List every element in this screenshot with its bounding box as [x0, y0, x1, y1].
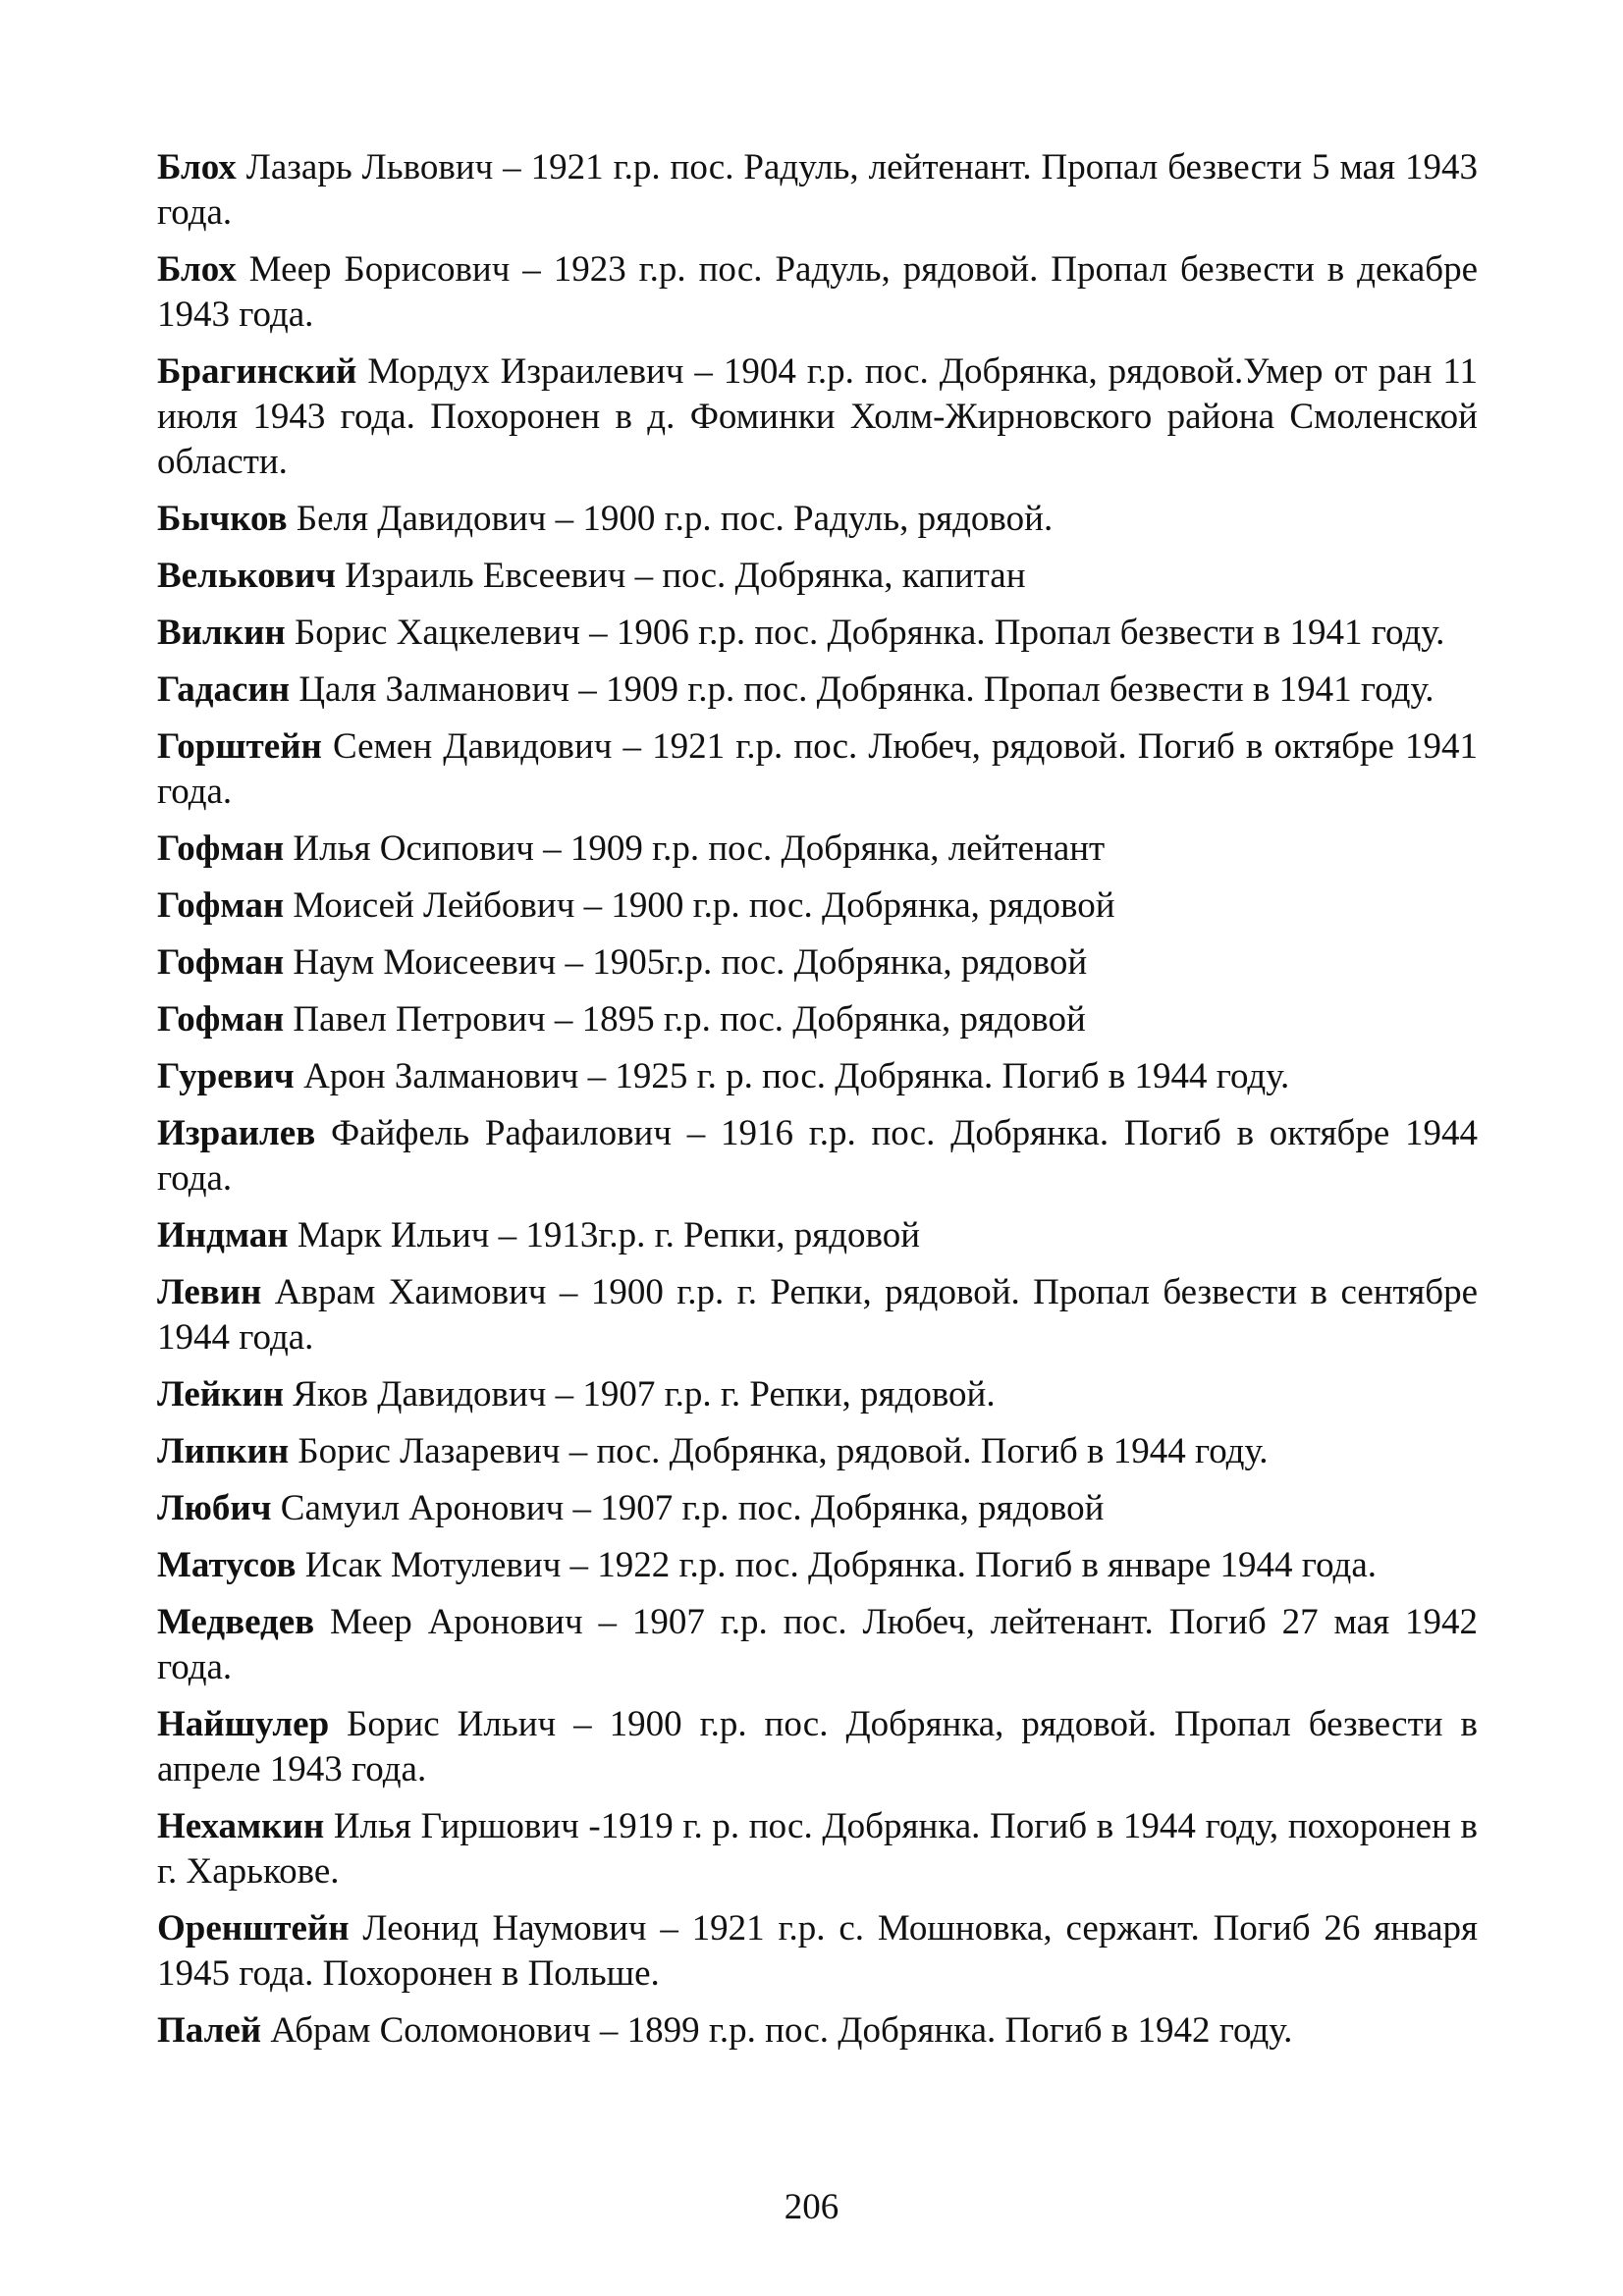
entry-text: Леонид Наумович – 1921 г.р. с. Мошновка, сержант. Погиб 26 января 1945 года. Похоронен в Польше.	[157, 1908, 1479, 1994]
list-item	[157, 611, 1478, 656]
list-item	[157, 1543, 1478, 1588]
entry-text: Илья Гиршович -1919 г. р. пос. Добрянка. Погиб в 1944 году, похоронен в г. Харькове.	[157, 1806, 1478, 1892]
entry-text: Меер Борисович – 1923 г.р. пос. Радуль, рядовой. Пропал безвести в декабре 1943 года.	[157, 249, 1478, 335]
list-item	[157, 1372, 1478, 1417]
entry-surname: Любич	[157, 1488, 272, 1528]
entry-surname: Найшулер	[157, 1704, 330, 1744]
entry-text: Марк Ильич – 1913г.р. г. Репки, рядовой	[297, 1215, 921, 1255]
list-item	[157, 997, 1478, 1042]
entry-text: Меер Аронович – 1907 г.р. пос. Любеч, лейтенант. Погиб 27 мая 1942 года.	[157, 1602, 1478, 1687]
entry-text: Беля Давидович – 1900 г.р. пос. Радуль, рядовой.	[296, 499, 1054, 539]
entry-surname: Горштейн	[157, 726, 322, 767]
entry-surname: Медведев	[157, 1602, 315, 1642]
entry-surname: Вилкин	[157, 613, 286, 653]
entry-text: Моисей Лейбович – 1900 г.р. пос. Добрянка, рядовой	[293, 885, 1115, 926]
entry-text: Мордух Израилевич – 1904 г.р. пос. Добрянка, рядовой.Умер от ран 11 июля 1943 года. Похоронен в д. Фоминки Холм-Жирновского района Смоленской области.	[157, 351, 1479, 482]
entry-surname: Нехамкин	[157, 1806, 325, 1846]
list-item	[157, 1270, 1478, 1361]
entry-surname: Гофман	[157, 885, 285, 926]
list-item	[157, 724, 1478, 815]
entry-text: Павел Петрович – 1895 г.р. пос. Добрянка, рядовой	[293, 999, 1086, 1040]
list-item	[157, 1804, 1478, 1895]
entry-text: Исак Мотулевич – 1922 г.р. пос. Добрянка. Погиб в январе 1944 года.	[304, 1545, 1377, 1585]
entry-surname: Израилев	[157, 1113, 316, 1153]
list-item	[157, 554, 1478, 599]
list-item	[157, 940, 1478, 986]
list-item	[157, 667, 1478, 713]
entry-text: Израиль Евсеевич – пос. Добрянка, капитан	[345, 556, 1026, 596]
list-item	[157, 1486, 1478, 1531]
list-item	[157, 1906, 1478, 1997]
list-item	[157, 145, 1478, 236]
entry-surname: Бычков	[157, 499, 288, 539]
entry-surname: Гадасин	[157, 669, 291, 710]
entry-surname: Гофман	[157, 942, 285, 983]
list-item	[157, 1111, 1478, 1201]
entry-surname: Блох	[157, 147, 237, 187]
list-item	[157, 1702, 1478, 1792]
page-number: 206	[784, 2187, 839, 2227]
entry-surname: Велькович	[157, 556, 337, 596]
entry-text: Борис Лазаревич – пос. Добрянка, рядовой. Погиб в 1944 году.	[298, 1431, 1269, 1471]
entry-surname: Индман	[157, 1215, 289, 1255]
entry-text: Абрам Соломонович – 1899 г.р. пос. Добрянка. Погиб в 1942 году.	[270, 2010, 1293, 2051]
list-item	[157, 1429, 1478, 1474]
entry-text: Яков Давидович – 1907 г.р. г. Репки, рядовой.	[293, 1374, 996, 1415]
list-item	[157, 2008, 1478, 2054]
entry-surname: Гофман	[157, 999, 285, 1040]
list-item	[157, 1054, 1478, 1099]
entry-text: Борис Ильич – 1900 г.р. пос. Добрянка, рядовой. Пропал безвести в апреле 1943 года.	[157, 1704, 1479, 1789]
entry-text: Аврам Хаимович – 1900 г.р. г. Репки, рядовой. Пропал безвести в сентябре 1944 года.	[157, 1272, 1479, 1358]
list-item	[157, 827, 1478, 872]
entry-surname: Липкин	[157, 1431, 290, 1471]
entry-text: Файфель Рафаилович – 1916 г.р. пос. Добрянка. Погиб в октябре 1944 года.	[157, 1113, 1478, 1199]
entry-text: Наум Моисеевич – 1905г.р. пос. Добрянка, рядовой	[293, 942, 1088, 983]
entry-text: Арон Залманович – 1925 г. р. пос. Добрянка. Погиб в 1944 году.	[303, 1056, 1290, 1096]
entry-surname: Левин	[157, 1272, 262, 1312]
list-item	[157, 1213, 1478, 1258]
entry-surname: Оренштейн	[157, 1908, 350, 1949]
entry-surname: Гофман	[157, 828, 285, 869]
entry-text: Семен Давидович – 1921 г.р. пос. Любеч, рядовой. Погиб в октябре 1941 года.	[157, 726, 1478, 812]
entry-surname: Палей	[157, 2010, 262, 2051]
entry-surname: Гуревич	[157, 1056, 295, 1096]
entry-text: Лазарь Львович – 1921 г.р. пос. Радуль, лейтенант. Пропал безвести 5 мая 1943 года.	[157, 147, 1479, 233]
entry-surname: Блох	[157, 249, 237, 290]
document-page	[157, 145, 1478, 2065]
entry-surname: Матусов	[157, 1545, 297, 1585]
entry-text: Илья Осипович – 1909 г.р. пос. Добрянка, лейтенант	[293, 828, 1106, 869]
entry-surname: Лейкин	[157, 1374, 285, 1415]
entry-text: Самуил Аронович – 1907 г.р. пос. Добрянка, рядовой	[280, 1488, 1105, 1528]
list-item	[157, 497, 1478, 542]
list-item	[157, 349, 1478, 485]
list-item	[157, 883, 1478, 929]
list-item	[157, 247, 1478, 338]
entry-surname: Брагинский	[157, 351, 357, 392]
entry-text: Борис Хацкелевич – 1906 г.р. пос. Добрянка. Пропал безвести в 1941 году.	[294, 613, 1445, 653]
list-item	[157, 1600, 1478, 1690]
entry-text: Цаля Залманович – 1909 г.р. пос. Добрянка. Пропал безвести в 1941 году.	[298, 669, 1434, 710]
